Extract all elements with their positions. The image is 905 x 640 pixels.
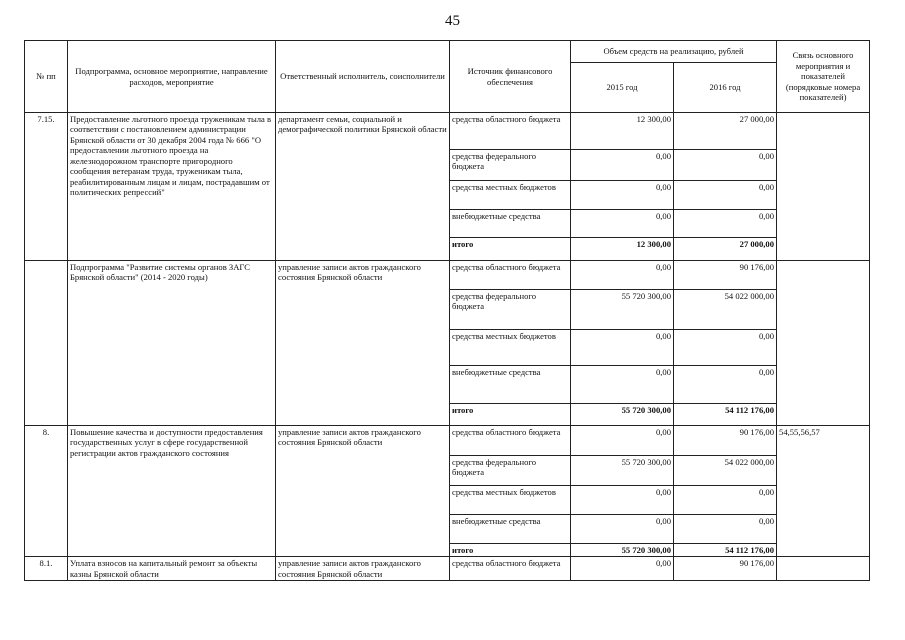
row-num xyxy=(25,261,68,426)
cell-2016: 0,00 xyxy=(674,181,777,210)
row-link: 54,55,56,57 xyxy=(777,426,870,557)
row-executor: управление записи актов гражданского состояния Брянской области xyxy=(276,261,450,426)
cell-2015: 55 720 300,00 xyxy=(571,404,674,426)
cell-2015: 0,00 xyxy=(571,515,674,544)
cell-2016: 0,00 xyxy=(674,366,777,404)
budget-table xyxy=(24,40,870,581)
cell-source: средства областного бюджета xyxy=(450,426,571,456)
cell-2016: 0,00 xyxy=(674,486,777,515)
row-link xyxy=(777,113,870,261)
cell-source: итого xyxy=(450,544,571,557)
row-name: Предоставление льготного проезда труженикам тыла в соответствии с постановлением администрации Брянской области от 30 декабря 2004 года № 666 "О предоставлении льготного проезда на железнодорожном транспорте пригородного сообщения ветеранам труда, труженикам тыла, реабилитированным лицам и лицам, пострадавшим от политических репрессий" xyxy=(68,113,276,261)
header-2016: 2016 год xyxy=(674,63,777,113)
table-row xyxy=(25,426,870,456)
table-row xyxy=(25,113,870,150)
row-link xyxy=(777,557,870,581)
cell-2015: 12 300,00 xyxy=(571,113,674,150)
cell-source: средства местных бюджетов xyxy=(450,486,571,515)
header-name: Подпрограмма, основное мероприятие, направление расходов, мероприятие xyxy=(68,41,276,113)
cell-2016: 27 000,00 xyxy=(674,238,777,261)
cell-2016: 27 000,00 xyxy=(674,113,777,150)
cell-2016: 0,00 xyxy=(674,330,777,366)
cell-2016: 54 022 000,00 xyxy=(674,456,777,486)
table-row xyxy=(25,557,870,581)
cell-2015: 0,00 xyxy=(571,486,674,515)
cell-source: внебюджетные средства xyxy=(450,210,571,238)
header-executor: Ответственный исполнитель, соисполнители xyxy=(276,41,450,113)
table-body xyxy=(25,113,870,581)
cell-2015: 0,00 xyxy=(571,366,674,404)
cell-source: внебюджетные средства xyxy=(450,515,571,544)
cell-2015: 0,00 xyxy=(571,181,674,210)
cell-source: средства областного бюджета xyxy=(450,557,571,581)
page-number: 45 xyxy=(445,13,460,29)
cell-source: средства областного бюджета xyxy=(450,113,571,150)
cell-2016: 54 112 176,00 xyxy=(674,544,777,557)
cell-2015: 55 720 300,00 xyxy=(571,290,674,330)
cell-2015: 12 300,00 xyxy=(571,238,674,261)
cell-2015: 0,00 xyxy=(571,150,674,181)
cell-2016: 0,00 xyxy=(674,150,777,181)
cell-source: средства местных бюджетов xyxy=(450,330,571,366)
cell-2016: 0,00 xyxy=(674,515,777,544)
cell-source: внебюджетные средства xyxy=(450,366,571,404)
header-2015: 2015 год xyxy=(571,63,674,113)
header-num: № пп xyxy=(25,41,68,113)
row-executor: управление записи актов гражданского состояния Брянской области xyxy=(276,426,450,557)
row-num: 7.15. xyxy=(25,113,68,261)
cell-2016: 54 112 176,00 xyxy=(674,404,777,426)
row-name: Повышение качества и доступности предоставления государственных услуг в сфере государственной регистрации актов гражданского состояния xyxy=(68,426,276,557)
table-header xyxy=(25,41,870,113)
header-link: Связь основного мероприятия и показателей (порядковые номера показателей) xyxy=(777,41,870,113)
cell-2016: 54 022 000,00 xyxy=(674,290,777,330)
row-num: 8.1. xyxy=(25,557,68,581)
row-executor: департамент семьи, социальной и демографической политики Брянской области xyxy=(276,113,450,261)
cell-2015: 0,00 xyxy=(571,330,674,366)
cell-source: средства федерального бюджета xyxy=(450,456,571,486)
cell-2015: 55 720 300,00 xyxy=(571,456,674,486)
cell-source: средства федерального бюджета xyxy=(450,150,571,181)
row-name: Уплата взносов на капитальный ремонт за объекты казны Брянской области xyxy=(68,557,276,581)
cell-2015: 55 720 300,00 xyxy=(571,544,674,557)
header-source: Источник финансового обеспечения xyxy=(450,41,571,113)
cell-source: итого xyxy=(450,404,571,426)
cell-2016: 90 176,00 xyxy=(674,261,777,290)
cell-2015: 0,00 xyxy=(571,426,674,456)
cell-2015: 0,00 xyxy=(571,210,674,238)
cell-2015: 0,00 xyxy=(571,261,674,290)
cell-2016: 90 176,00 xyxy=(674,557,777,581)
cell-2015: 0,00 xyxy=(571,557,674,581)
row-executor: управление записи актов гражданского состояния Брянской области xyxy=(276,557,450,581)
row-num: 8. xyxy=(25,426,68,557)
cell-source: итого xyxy=(450,238,571,261)
row-name: Подпрограмма "Развитие системы органов ЗАГС Брянской области" (2014 - 2020 годы) xyxy=(68,261,276,426)
cell-2016: 90 176,00 xyxy=(674,426,777,456)
header-volume: Объем средств на реализацию, рублей xyxy=(571,41,777,63)
cell-source: средства федерального бюджета xyxy=(450,290,571,330)
table-row xyxy=(25,261,870,290)
cell-source: средства местных бюджетов xyxy=(450,181,571,210)
row-link xyxy=(777,261,870,426)
cell-source: средства областного бюджета xyxy=(450,261,571,290)
cell-2016: 0,00 xyxy=(674,210,777,238)
